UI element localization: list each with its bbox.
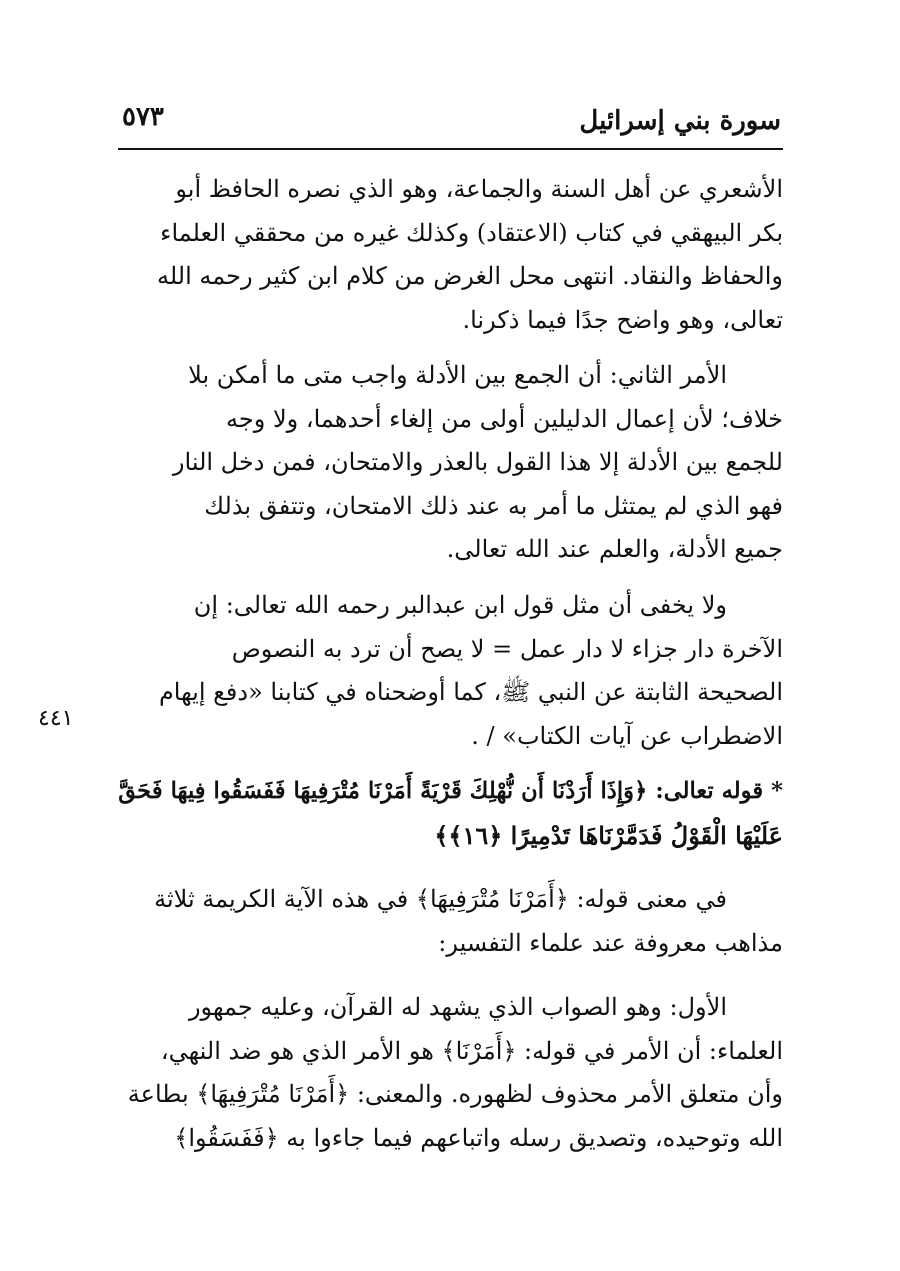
text-line: في معنى قوله: ﴿أَمَرْنَا مُتْرَفِيهَا﴾ في هذه الآية الكريمة ثلاثة (154, 885, 727, 913)
paragraph-1 (118, 168, 783, 342)
text-line: الاضطراب عن آيات الكتاب» / . (471, 721, 783, 750)
text-line: ولا يخفى أن مثل قول ابن عبدالبر رحمه الله تعالى: إن (193, 591, 727, 619)
text-line: تعالى، وهو واضح جدًا فيما ذكرنا. (462, 305, 783, 334)
verse-line: عَلَيْهَا الْقَوْلُ فَدَمَّرْنَاهَا تَدْمِيرًا ﴿١٦﴾﴾ (434, 820, 783, 850)
paragraph-6 (118, 986, 783, 1160)
text-line: بكر البيهقي في كتاب (الاعتقاد) وكذلك غيره من محققي العلماء (160, 218, 783, 247)
page-header (118, 92, 783, 150)
quran-verse-paragraph (118, 770, 783, 857)
text-line: الأشعري عن أهل السنة والجماعة، وهو الذي نصره الحافظ أبو (175, 175, 783, 203)
surah-title: سورة بني إسرائيل (579, 106, 781, 136)
text-line: خلاف؛ لأن إعمال الدليلين أولى من إلغاء أحدهما، ولا وجه (226, 404, 783, 433)
text-line: مذاهب معروفة عند علماء التفسير: (438, 928, 783, 957)
text-line: جميع الأدلة، والعلم عند الله تعالى. (446, 535, 783, 564)
page-number: ٥٧٣ (122, 102, 164, 132)
paragraph-2 (118, 354, 783, 572)
text-line: الأمر الثاني: أن الجمع بين الأدلة واجب متى ما أمكن بلا (188, 361, 727, 389)
text-line: العلماء: أن الأمر في قوله: ﴿أَمَرْنَا﴾ هو الأمر الذي هو ضد النهي، (160, 1036, 783, 1065)
text-line: الصحيحة الثابتة عن النبي ﷺ، كما أوضحناه في كتابنا «دفع إيهام (158, 678, 783, 707)
verse-line: * قوله تعالى: ﴿وَإِذَا أَرَدْنَا أَن نُّهْلِكَ قَرْيَةً أَمَرْنَا مُتْرَفِيهَا فَفَسَقُوا فِيهَا فَحَقَّ (118, 778, 783, 804)
text-line: الله وتوحيده، وتصديق رسله واتباعهم فيما جاءوا به ﴿فَفَسَقُوا﴾ (174, 1123, 783, 1152)
text-line: فهو الذي لم يمتثل ما أمر به عند ذلك الامتحان، وتتفق بذلك (204, 491, 783, 520)
text-line: وأن متعلق الأمر محذوف لظهوره. والمعنى: ﴿أَمَرْنَا مُتْرَفِيهَا﴾ بطاعة (127, 1080, 783, 1109)
paragraph-3 (118, 584, 783, 758)
margin-page-reference: ٤٤١ (38, 706, 74, 731)
text-line: الآخرة دار جزاء لا دار عمل = لا يصح أن ترد به النصوص (231, 634, 783, 663)
paragraph-5 (118, 878, 783, 965)
text-line: والحفاظ والنقاد. انتهى محل الغرض من كلام ابن كثير رحمه الله (156, 262, 783, 291)
text-line: الأول: وهو الصواب الذي يشهد له القرآن، وعليه جمهور (188, 993, 727, 1021)
text-line: للجمع بين الأدلة إلا هذا القول بالعذر والامتحان، فمن دخل النار (172, 448, 783, 477)
